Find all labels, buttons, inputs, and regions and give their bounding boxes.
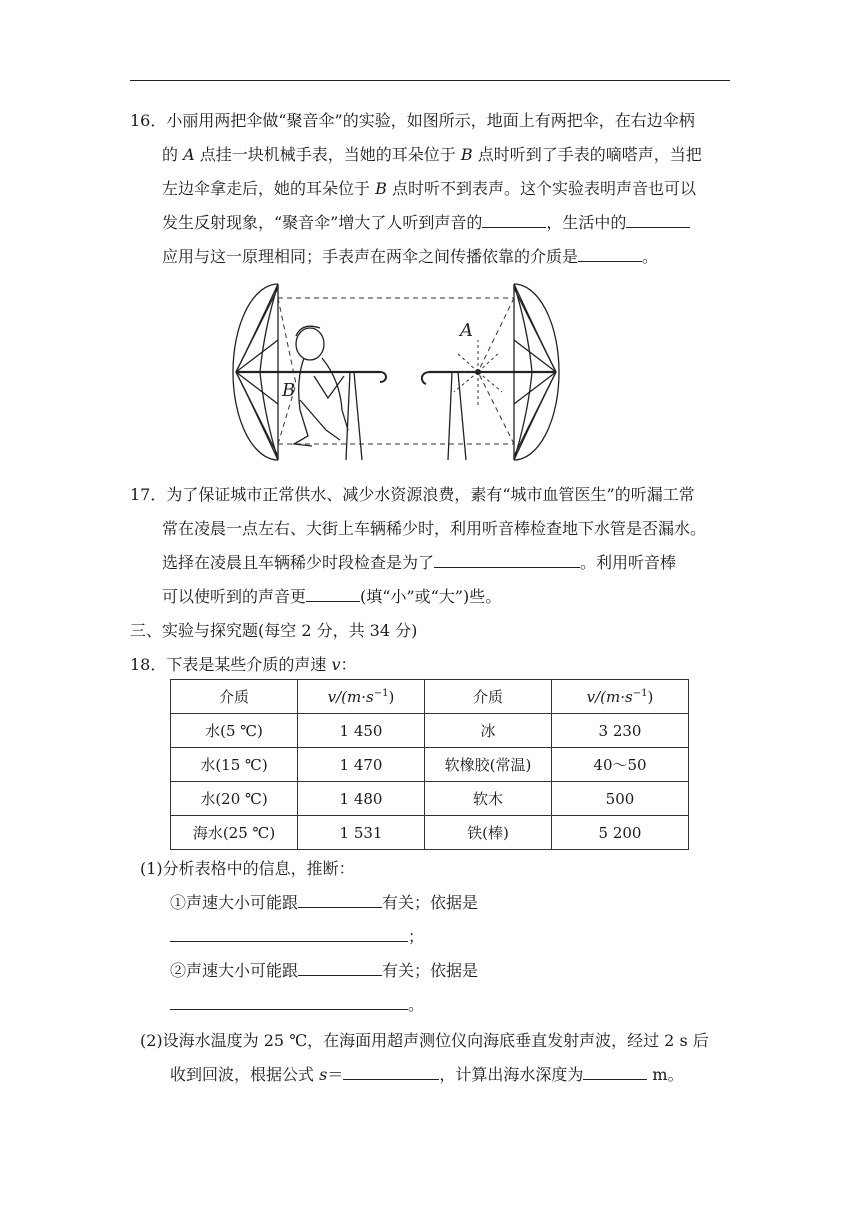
question-number: 17． xyxy=(130,485,167,504)
umbrella-figure xyxy=(230,280,562,466)
answer-blank[interactable] xyxy=(434,549,580,568)
label-b: B xyxy=(282,380,296,401)
table-row: 海水(25 ℃) 1 531 铁(棒) 5 200 xyxy=(171,816,689,850)
question-18-part-1: (1)分析表格中的信息，推断： ①声速大小可能跟 有关；依据是 ； ②声速大小可能跟 有关；依据是 。 xyxy=(140,859,479,1014)
answer-blank[interactable] xyxy=(298,957,382,976)
label-a: A xyxy=(460,320,473,341)
sound-speed-table xyxy=(170,679,689,850)
table-header: $v/(m\cdot s^{-1})$ xyxy=(552,680,689,714)
answer-blank[interactable] xyxy=(578,243,642,262)
table-header: 介质 xyxy=(425,680,552,714)
answer-blank[interactable] xyxy=(583,1061,647,1080)
question-number: 18． xyxy=(130,655,167,674)
question-18-intro: 18．下表是某些介质的声速 v： xyxy=(130,648,357,682)
answer-blank[interactable] xyxy=(306,583,360,602)
question-16: 16．小丽用两把伞做“聚音伞”的实验，如图所示，地面上有两把伞，在右边伞柄 的 A 点挂一块机械手表，当她的耳朵位于 B 点时听到了手表的嘀嗒声，当把 左边伞拿走后，她的耳朵位于 B 点时听不到表声。这个实验表明声音也可以 发生反射现象，“聚音伞”增大了人听到声音的 ，生活中的 应用与这一原理相同；手表声在两伞之间传播依靠的介质是 。 xyxy=(130,104,702,274)
table-row: 水(5 ℃) 1 450 冰 3 230 xyxy=(171,714,689,748)
answer-blank[interactable] xyxy=(170,991,408,1010)
answer-blank[interactable] xyxy=(298,889,382,908)
table-header-row xyxy=(171,680,689,714)
table-header: $v/(m\cdot s^{-1})$ xyxy=(298,680,425,714)
person-figure xyxy=(294,326,348,446)
top-rule xyxy=(130,80,730,81)
table-row: 水(20 ℃) 1 480 软木 500 xyxy=(171,782,689,816)
answer-blank[interactable] xyxy=(482,209,546,228)
answer-blank[interactable] xyxy=(626,209,690,228)
question-number: 16． xyxy=(130,111,167,130)
answer-blank[interactable] xyxy=(343,1061,439,1080)
watch-point xyxy=(475,369,481,375)
table-header: 介质 xyxy=(171,680,298,714)
question-17: 17．为了保证城市正常供水、减少水资源浪费，素有“城市血管医生”的听漏工常 常在凌晨一点左右、大街上车辆稀少时，利用听音棒检查地下水管是否漏水。 选择在凌晨且车辆稀少时段检查是为了 。利用听音棒 可以使听到的声音更 (填“小”或“大”)些。 xyxy=(130,478,706,614)
table-row: 水(15 ℃) 1 470 软橡胶(常温) 40～50 xyxy=(171,748,689,782)
section-3-title: 三、实验与探究题(每空 2 分，共 34 分) xyxy=(130,621,418,640)
answer-blank[interactable] xyxy=(170,923,408,942)
question-18-part-2: (2)设海水温度为 25 ℃，在海面用超声测位仪向海底垂直发射声波，经过 2 s 后 收到回波，根据公式 s＝ ，计算出海水深度为 m。 xyxy=(140,1031,709,1084)
